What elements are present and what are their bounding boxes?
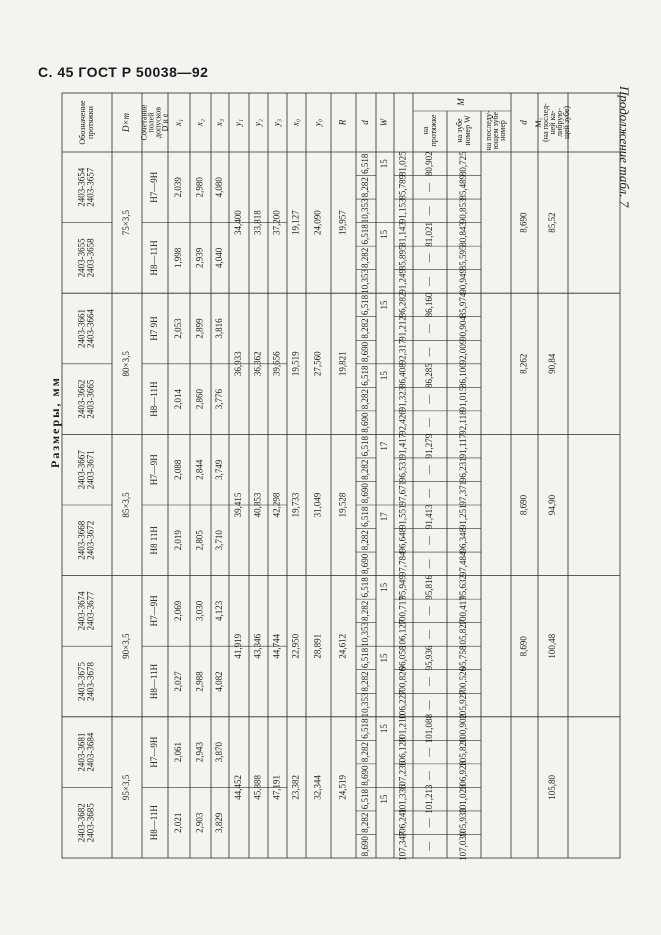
w-value: 15 (379, 724, 390, 734)
y1-value: 36,933 (233, 351, 244, 377)
designation-value-line: 2403-3664 (85, 309, 96, 348)
m-last-value: 96,348 (458, 527, 469, 553)
m-last-value: 97,371 (458, 480, 469, 506)
y3-value: 42,298 (271, 492, 282, 518)
m-gauge-value: — (424, 841, 435, 851)
designation-value-line: 2403-3674 (76, 591, 87, 631)
m-last-value: 105,927 (458, 690, 469, 720)
m-gauge-value: 95,816 (424, 574, 435, 600)
header-y0: y₀ (312, 118, 323, 127)
m-gauge-value: 91,413 (424, 504, 435, 530)
dp-value: 8,282 (360, 530, 371, 551)
header-tolerance-line: полей (146, 112, 156, 133)
header-m-gauge-line: на зубе (454, 118, 464, 143)
m-broach-value: 91,153 (397, 198, 408, 224)
m-last-value: 90,949 (458, 269, 469, 294)
designation-value (77, 591, 96, 630)
designation-value (77, 167, 96, 206)
m-broach-value: 106,241 (397, 808, 408, 838)
x2-value: 2,899 (194, 318, 205, 339)
m-gauge-value: — (424, 253, 435, 263)
designation-value-line: 2403-3677 (85, 591, 96, 631)
x1-value: 2,027 (173, 671, 184, 692)
designation-value (77, 520, 96, 559)
header-dxm: D×m (121, 112, 132, 133)
x0-value: 19,127 (290, 210, 301, 235)
m-gauge-value: 95,936 (424, 645, 435, 671)
w-value: 15 (379, 371, 390, 381)
m-last-value: 96,231 (458, 457, 469, 483)
table-caption: Продолжение табл. 7 (617, 86, 632, 208)
m-gauge-value: — (424, 677, 435, 686)
dxm-value: 90×3,5 (121, 633, 132, 659)
designation-value-line: 2403-3654 (76, 167, 87, 207)
dp-value: 8,282 (360, 812, 371, 833)
m-broach-value: 91,551 (397, 504, 408, 530)
m-gauge-value: — (424, 818, 435, 828)
m1-value: 94,90 (547, 494, 558, 516)
m-last-value: 100,902 (458, 713, 469, 744)
m-last-value: 100,526 (458, 666, 469, 697)
m-broach-value: 96,058 (397, 645, 408, 671)
dp1-value: 8,690 (518, 212, 529, 233)
header-m-last-line: ющем зубе (490, 111, 500, 150)
m-gauge-value: 81,021 (424, 221, 435, 247)
m-gauge-value: 101,213 (424, 784, 435, 814)
x1-value: 2,039 (173, 177, 184, 198)
m-gauge-value: — (424, 276, 435, 286)
m-last-value: 92,118 (458, 410, 469, 435)
x1-value: 2,069 (173, 600, 184, 622)
dp-value: 6,518 (360, 153, 371, 174)
m1-value: 90,84 (547, 353, 558, 374)
designation-value (77, 379, 96, 418)
designation-value-line: 2403-3655 (76, 238, 87, 278)
m-gauge-value: — (424, 747, 435, 757)
dp-value: 8,282 (360, 600, 371, 622)
m-last-value: 105,827 (458, 619, 469, 650)
tolerance-value: H8 11H (149, 526, 160, 555)
m-broach-value: 107,347 (397, 831, 408, 861)
dp-value: 6,518 (360, 294, 371, 316)
header-w: W (379, 118, 390, 127)
m-gauge-value: 80,902 (424, 151, 435, 177)
x1-value: 1,998 (173, 247, 184, 269)
m-broach-value: 101,210 (397, 713, 408, 744)
m-broach-value: 85,789 (397, 174, 408, 200)
y3-value: 47,191 (271, 775, 282, 800)
x3-value: 3,870 (214, 741, 225, 763)
dp-value: 8,282 (360, 247, 371, 269)
m-gauge-value: — (424, 771, 435, 781)
x3-value: 4,082 (214, 671, 225, 692)
m-broach-value: 91,417 (397, 433, 408, 459)
m-last-value: 101,028 (458, 784, 469, 814)
designation-value-line: 2403-3668 (76, 520, 87, 560)
x2-value: 2,939 (194, 247, 205, 269)
table-frame (62, 93, 620, 858)
dp-value: 8,282 (360, 741, 371, 763)
dp-value: 10,353 (360, 622, 371, 647)
designation-value-line: 2403-3658 (85, 238, 96, 278)
dp-value: 8,690 (360, 483, 371, 504)
m-last-value: 91,251 (458, 504, 469, 530)
designation-value-line: 2403-3685 (85, 803, 96, 843)
m-last-value: 105,933 (458, 808, 469, 838)
header-tolerance-line: D и e (160, 113, 170, 132)
dp-value: 6,518 (360, 224, 371, 245)
designation-value-line: 2403-3675 (76, 662, 87, 701)
x2-value: 2,844 (194, 459, 205, 480)
tolerance-value: H7—9H (149, 595, 160, 627)
m-broach-value: 97,784 (397, 551, 408, 577)
header-m-last-line: на последу- (483, 110, 493, 151)
dxm-value: 95×3,5 (121, 774, 132, 801)
m-broach-value: 101,336 (397, 784, 408, 814)
header-m1-line: ней ка- (547, 110, 557, 135)
m-last-value: 95,632 (458, 574, 469, 600)
designation-value-line: 2403-3672 (85, 520, 96, 560)
designation-value-line: 2403-3671 (85, 450, 96, 490)
header-y1: y₁ (233, 118, 244, 127)
m-gauge-value: — (424, 324, 435, 333)
dp-value: 8,690 (360, 412, 371, 433)
header-m1-line: (на послед- (540, 103, 550, 142)
m-gauge-value: — (424, 465, 435, 475)
m-last-value: 91,117 (458, 433, 469, 459)
designation-value (77, 309, 96, 348)
dp-value: 6,518 (360, 789, 371, 810)
m-last-value: 90,904 (458, 316, 469, 341)
designation-value-line: 2403-3665 (85, 379, 96, 419)
w-value: 15 (379, 229, 390, 239)
dp-value: 6,518 (360, 647, 371, 669)
m-gauge-value: — (424, 629, 435, 639)
m-last-value: 86,100 (458, 363, 469, 388)
dp1-value: 8,262 (518, 353, 529, 374)
header-tolerance-line: Сочетание (139, 104, 149, 141)
x2-value: 2,805 (194, 530, 205, 551)
x1-value: 2,019 (173, 530, 184, 551)
header-designation (78, 100, 95, 145)
dp1-value: 8,690 (518, 636, 529, 657)
header-m-broach (421, 114, 438, 146)
header-x0: x₀ (290, 118, 301, 127)
header-tolerance (139, 104, 169, 140)
y2-value: 43,346 (252, 633, 263, 659)
w-value: 15 (379, 653, 390, 663)
m-broach-value: 106,128 (397, 737, 408, 767)
r-value: 24,519 (337, 775, 348, 800)
dp-value: 8,282 (360, 388, 371, 410)
dimensions-caption: Размеры, мм (48, 376, 62, 468)
header-m-last (484, 110, 507, 150)
m-last-value: 100,417 (458, 596, 469, 626)
header-m1 (534, 103, 571, 142)
m-gauge-value: — (424, 559, 435, 569)
m-gauge-value: 86,285 (424, 363, 435, 388)
dp-value: 8,690 (360, 836, 371, 857)
m-broach-value: 106,227 (397, 690, 408, 720)
x0-value: 19,519 (290, 351, 301, 377)
m-last-value: 92,009 (458, 339, 469, 365)
x1-value: 2,053 (173, 318, 184, 339)
x3-value: 4,123 (214, 600, 225, 622)
header-x1: x₁ (173, 118, 184, 127)
x3-value: 3,829 (214, 812, 225, 833)
header-m-last-line: номер (497, 120, 507, 141)
m-last-value: 105,820 (458, 737, 469, 767)
y1-value: 34,400 (233, 210, 244, 235)
header-y2: y₂ (252, 118, 263, 127)
header-designation-line: Обозначение (77, 100, 87, 145)
m-last-value: 80,843 (458, 221, 469, 247)
m-gauge-value: 101,088 (424, 713, 435, 744)
header-dp1: d (518, 120, 529, 125)
header-r: R (337, 119, 348, 126)
designation-value (77, 732, 96, 771)
dp-value: 10,353 (360, 198, 371, 224)
header-m-gauge-line: номер W (462, 115, 472, 146)
m-gauge-value: — (424, 347, 435, 357)
designation-value-line: 2403-3681 (76, 732, 87, 772)
m-broach-value: 86,282 (397, 292, 408, 318)
dp-value: 8,282 (360, 459, 371, 480)
w-value: 17 (379, 512, 390, 522)
m-broach-value: 81,025 (397, 151, 408, 177)
m-broach-value: 107,236 (397, 761, 408, 791)
tolerance-value: H7—9H (149, 736, 160, 768)
tolerance-value: H7 9H (149, 316, 160, 341)
m1-value: 105,80 (547, 775, 558, 800)
m-broach-value: 97,671 (397, 480, 408, 506)
m-last-value: 107,039 (458, 831, 469, 861)
header-x2: x₂ (194, 118, 205, 127)
header-m1-line: либрую- (554, 108, 564, 137)
dp-value: 6,518 (360, 718, 371, 739)
x3-value: 4,080 (214, 177, 225, 198)
header-m-broach-line: протяжке (428, 114, 438, 147)
y1-value: 41,919 (233, 633, 244, 659)
m-gauge-value: — (424, 206, 435, 216)
x0-value: 23,382 (290, 775, 301, 800)
header-tolerance-line: допусков (153, 106, 163, 139)
x0-value: 22,950 (290, 633, 301, 659)
designation-value-line: 2403-3661 (76, 309, 87, 348)
designation-value (77, 662, 96, 701)
w-value: 15 (379, 159, 390, 169)
w-value: 15 (379, 582, 390, 592)
m-last-value: 106,928 (458, 761, 469, 791)
tolerance-value: H8—11H (149, 240, 160, 276)
x3-value: 3,749 (214, 459, 225, 480)
m-last-value: 85,489 (458, 174, 469, 200)
m-broach-value: 106,127 (397, 619, 408, 650)
r-value: 24,612 (337, 633, 348, 659)
header-dp: d (360, 120, 371, 125)
header-x3: x₃ (214, 118, 225, 127)
header-m-broach-line: на (420, 126, 430, 135)
m-last-value: 95,758 (458, 645, 469, 671)
m-gauge-value: — (424, 606, 435, 616)
dp-value: 6,518 (360, 365, 371, 386)
header-m1-line: M₁ (533, 117, 543, 128)
tolerance-value: H8—11H (149, 663, 160, 700)
x2-value: 3,030 (194, 600, 205, 622)
dp-value: 6,518 (360, 506, 371, 527)
x1-value: 2,021 (173, 812, 184, 833)
dp-value: 8,690 (360, 765, 371, 786)
m-gauge-value: — (424, 488, 435, 498)
x2-value: 2,903 (194, 812, 205, 833)
m-last-value: 97,484 (458, 551, 469, 577)
y0-value: 27,560 (312, 351, 323, 377)
m-broach-value: 91,212 (397, 316, 408, 341)
designation-value-line: 2403-3678 (85, 662, 96, 701)
m-last-value: 85,974 (458, 292, 469, 318)
dp-value: 8,690 (360, 341, 371, 363)
m-broach-value: 85,895 (397, 245, 408, 271)
m-broach-value: 100,717 (397, 596, 408, 626)
dxm-value: 75×3,5 (121, 209, 132, 236)
m-broach-value: 92,426 (397, 410, 408, 436)
m1-value: 85,52 (547, 212, 558, 233)
m-last-value: 80,725 (458, 151, 469, 177)
page-title: С. 45 ГОСТ Р 50038—92 (38, 64, 209, 80)
designation-value-line: 2403-3684 (85, 732, 96, 772)
x2-value: 2,980 (194, 177, 205, 198)
designation-value-line: 2403-3682 (76, 803, 87, 843)
x3-value: 3,710 (214, 530, 225, 551)
designation-value-line: 2403-3667 (76, 450, 87, 490)
m-broach-value: 86,408 (397, 363, 408, 388)
dp-value: 10,353 (360, 269, 371, 294)
dp-value: 10,353 (360, 692, 371, 718)
y3-value: 44,744 (271, 633, 282, 659)
x2-value: 2,988 (194, 671, 205, 692)
designation-value-line: 2403-3657 (85, 167, 96, 207)
tolerance-value: H8—11H (149, 805, 160, 841)
y3-value: 39,656 (271, 351, 282, 377)
header-designation-line: протяжки (85, 106, 95, 139)
m-gauge-value: — (424, 182, 435, 192)
m-broach-value: 96,648 (397, 527, 408, 553)
x2-value: 2,943 (194, 741, 205, 763)
m-gauge-value: 91,279 (424, 433, 435, 459)
r-value: 19,528 (337, 492, 348, 518)
tolerance-value: H7—9H (149, 171, 160, 203)
m-broach-value: 95,949 (397, 574, 408, 600)
designation-value (77, 803, 96, 842)
tolerance-value: H8—11H (149, 381, 160, 417)
header-y3: y₃ (271, 118, 282, 127)
m-gauge-value: 86,160 (424, 292, 435, 318)
r-value: 19,957 (337, 210, 348, 235)
x2-value: 2,860 (194, 388, 205, 410)
dp1-value: 8,690 (518, 494, 529, 516)
x1-value: 2,088 (173, 459, 184, 480)
x3-value: 3,776 (214, 388, 225, 410)
tolerance-value: H7—9H (149, 454, 160, 486)
m-gauge-value: — (424, 535, 435, 545)
designation-value (77, 238, 96, 277)
x1-value: 2,061 (173, 741, 184, 763)
dp-value: 8,282 (360, 671, 371, 692)
w-value: 17 (379, 441, 390, 451)
x3-value: 3,816 (214, 318, 225, 339)
dp-value: 8,282 (360, 318, 371, 339)
header-m: M (456, 98, 467, 106)
m-gauge-value: — (424, 700, 435, 710)
m-broach-value: 100,826 (397, 666, 408, 697)
dp-value: 6,518 (360, 577, 371, 598)
y1-value: 39,415 (233, 492, 244, 518)
designation-value-line: 2403-3662 (76, 379, 87, 419)
y0-value: 24,090 (312, 210, 323, 235)
y2-value: 40,853 (252, 492, 263, 518)
dxm-value: 85×3,5 (121, 492, 132, 518)
m-gauge-value: — (424, 418, 435, 428)
header-m-gauge (455, 115, 472, 146)
dp-value: 8,282 (360, 177, 371, 198)
x0-value: 19,733 (290, 492, 301, 518)
header-m1-line: щей зубе) (561, 105, 571, 140)
dp-value: 8,690 (360, 553, 371, 574)
m-broach-value: 96,531 (397, 457, 408, 483)
y0-value: 31,049 (312, 492, 323, 518)
m-gauge-value: — (424, 394, 435, 404)
dxm-value: 80×3,5 (121, 351, 132, 377)
w-value: 15 (379, 794, 390, 804)
designation-value (77, 450, 96, 489)
y2-value: 36,362 (252, 351, 263, 377)
y2-value: 45,888 (252, 775, 263, 800)
y2-value: 33,818 (252, 210, 263, 235)
m-last-value: 90,853 (458, 198, 469, 224)
m-broach-value: 91,323 (397, 386, 408, 412)
r-value: 19,821 (337, 351, 348, 377)
m-last-value: 91,015 (458, 386, 469, 412)
x1-value: 2,014 (173, 388, 184, 410)
y3-value: 37,200 (271, 210, 282, 235)
y0-value: 32,344 (312, 775, 323, 800)
dp-value: 6,518 (360, 436, 371, 457)
m-broach-value: 81,143 (397, 221, 408, 247)
m-last-value: 85,595 (458, 245, 469, 271)
w-value: 15 (379, 300, 390, 310)
m-broach-value: 91,249 (397, 269, 408, 294)
y1-value: 44,452 (233, 775, 244, 800)
y0-value: 28,891 (312, 633, 323, 659)
x3-value: 4,040 (214, 247, 225, 269)
m1-value: 100,48 (547, 633, 558, 659)
m-broach-value: 92,317 (397, 339, 408, 365)
